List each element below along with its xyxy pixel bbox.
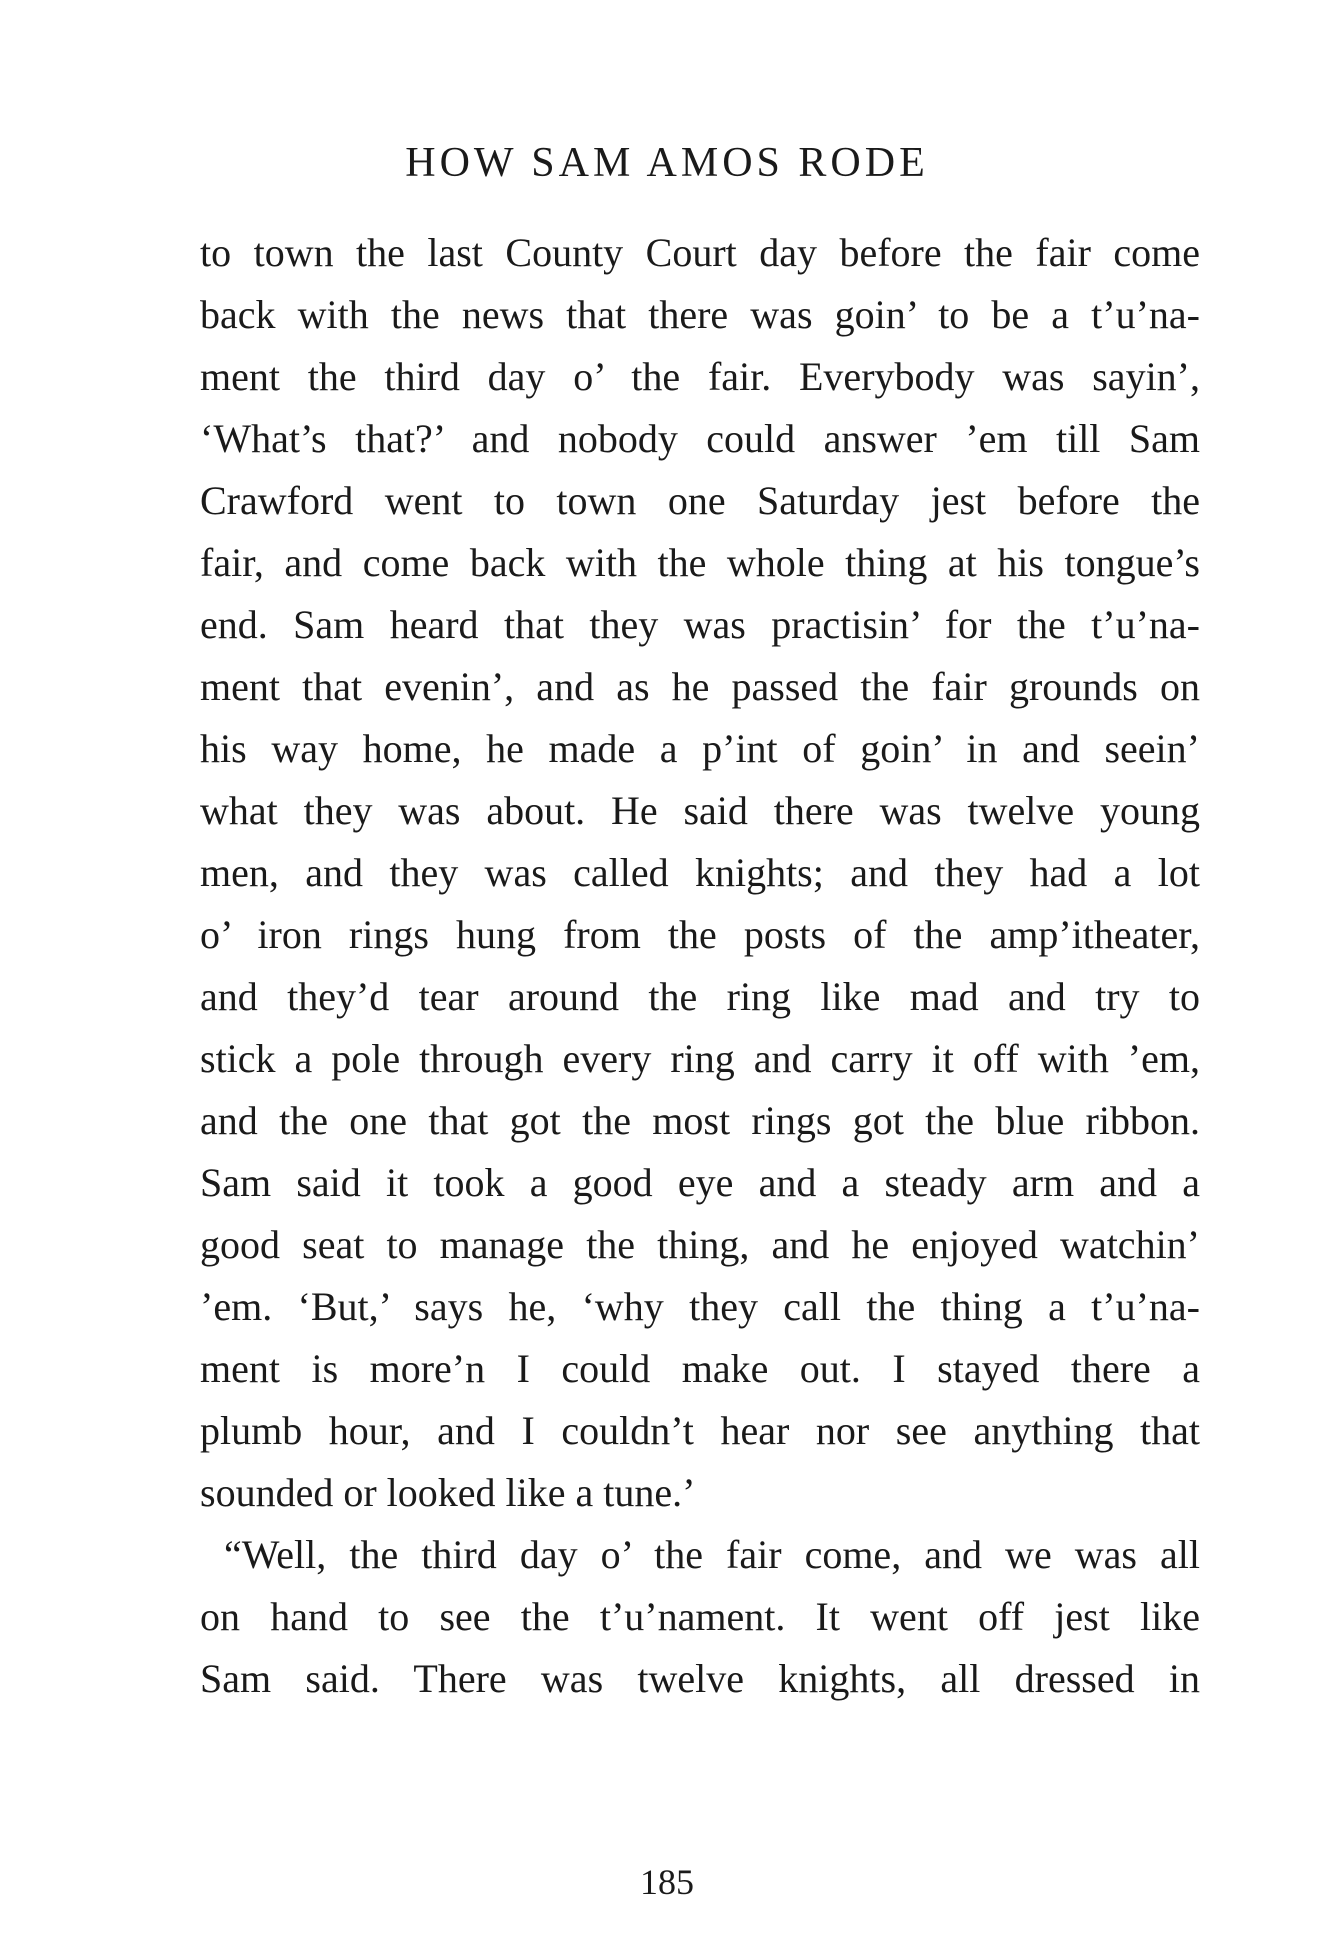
text-line: o’ iron rings hung from the posts of the amp’itheater,: [200, 912, 1200, 957]
text-line: ment is more’n I could make out. I stayed there a: [200, 1346, 1200, 1391]
paragraph-1: [200, 222, 1200, 1524]
text-line: on hand to see the t’u’nament. It went off jest like: [200, 1594, 1200, 1639]
text-line: ment the third day o’ the fair. Everybody was sayin’,: [200, 354, 1200, 399]
text-line: stick a pole through every ring and carry it off with ’em,: [200, 1036, 1200, 1081]
text-line: ’em. ‘But,’ says he, ‘why they call the thing a t’u’na-: [200, 1284, 1200, 1329]
text-line: ment that evenin’, and as he passed the fair grounds on: [200, 664, 1200, 709]
text-line: end. Sam heard that they was practisin’ for the t’u’na-: [200, 602, 1200, 647]
text-line: “Well, the third day o’ the fair come, and we was all: [224, 1532, 1200, 1577]
text-line: ‘What’s that?’ and nobody could answer ’em till Sam: [200, 416, 1200, 461]
text-line: and the one that got the most rings got the blue ribbon.: [200, 1098, 1200, 1143]
text-line: Crawford went to town one Saturday jest before the: [200, 478, 1200, 523]
text-line: to town the last County Court day before the fair come: [200, 230, 1200, 275]
text-line: plumb hour, and I couldn’t hear nor see anything that: [200, 1408, 1200, 1453]
text-line: back with the news that there was goin’ to be a t’u’na-: [200, 292, 1200, 337]
text-line: sounded or looked like a tune.’: [200, 1470, 696, 1515]
paragraph-2: [200, 1524, 1200, 1710]
text-line: what they was about. He said there was twelve young: [200, 788, 1200, 833]
text-line: fair, and come back with the whole thing at his tongue’s: [200, 540, 1200, 585]
page-number: 185: [640, 1862, 694, 1902]
running-head: HOW SAM AMOS RODE: [405, 140, 929, 186]
text-line: and they’d tear around the ring like mad and try to: [200, 974, 1200, 1019]
text-line: good seat to manage the thing, and he enjoyed watchin’: [200, 1222, 1200, 1267]
text-line: men, and they was called knights; and they had a lot: [200, 850, 1200, 895]
text-line: Sam said. There was twelve knights, all dressed in: [200, 1656, 1200, 1701]
text-line: his way home, he made a p’int of goin’ in and seein’: [200, 726, 1200, 771]
text-line: Sam said it took a good eye and a steady arm and a: [200, 1160, 1200, 1205]
body-text: [200, 222, 1200, 1710]
